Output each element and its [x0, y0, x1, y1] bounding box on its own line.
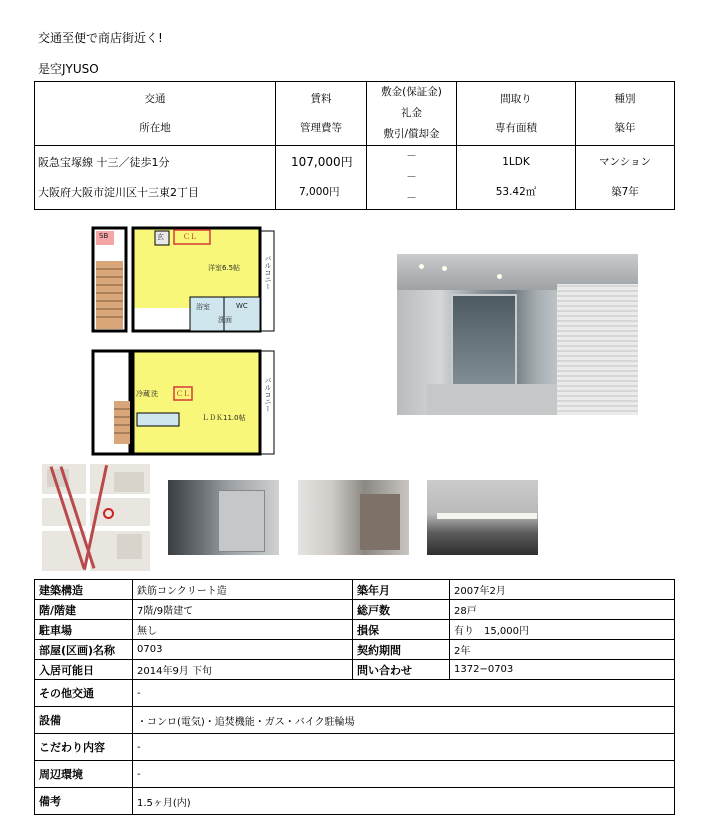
value-rent: 107,000円: [291, 155, 353, 169]
plan-upper-closet-label: ＣＬ: [183, 233, 197, 241]
facilities-label: 設備: [35, 707, 133, 734]
detail-row: [35, 761, 675, 788]
plan-ldk-label: ＬＤＫ11.0帖: [202, 414, 246, 422]
value-deduction: －: [406, 192, 417, 204]
hallway-photo-1: [168, 480, 279, 555]
value-mgmt-fee: 7,000円: [299, 186, 340, 198]
floor-plan-drawing: [90, 225, 280, 460]
detail-key: 損保: [353, 620, 450, 640]
plan-lower-closet-label: ＣＬ: [176, 390, 190, 398]
value-layout-area: [457, 146, 576, 210]
detail-key: 契約期間: [353, 640, 450, 660]
detail-value: 0703: [133, 640, 353, 660]
value-age: 築7年: [611, 186, 639, 198]
detail-key: 問い合わせ: [353, 660, 450, 680]
header-mgmt-fee: 管理費等: [300, 121, 342, 134]
header-deduction: 敷引/償却金: [383, 128, 440, 140]
value-access-address: [35, 146, 276, 210]
value-type-age: [576, 146, 675, 210]
detail-key: 駐車場: [35, 620, 133, 640]
building-name: 是空JYUSO: [38, 62, 99, 76]
detail-value: 無し: [133, 620, 353, 640]
value-rent-fee: [276, 146, 367, 210]
hallway-photo-3: [427, 480, 538, 555]
header-type: 種別: [614, 92, 636, 105]
plan-upper-balcony-label: バルコニー: [264, 255, 272, 290]
detail-key: 建築構造: [35, 580, 133, 600]
entrance-photo: [397, 254, 638, 415]
floor-plan: [90, 225, 280, 460]
plan-sink-label: 洗: [151, 390, 158, 398]
area-map: [42, 464, 150, 571]
plan-fridge-label: 冷蔵: [136, 390, 150, 398]
detail-value: 2014年9月 下旬: [133, 660, 353, 680]
value-key-money: －: [406, 171, 417, 183]
plan-bath-label: 浴室: [196, 303, 210, 311]
value-layout: 1LDK: [502, 156, 530, 168]
detail-value: 7階/9階建て: [133, 600, 353, 620]
header-rent-fee: [276, 82, 367, 146]
plan-room-label: 洋室6.5帖: [208, 264, 241, 272]
header-deposit: 敷金(保証金): [381, 86, 442, 98]
plan-sb-label: SB: [99, 232, 109, 240]
detail-key: 部屋(区画)名称: [35, 640, 133, 660]
detail-row: [35, 640, 675, 660]
header-deposit-group: [367, 82, 457, 146]
detail-row: [35, 788, 675, 815]
value-type: マンション: [598, 156, 652, 168]
plan-genkan-label: 玄: [157, 233, 164, 241]
remarks-label: 備考: [35, 788, 133, 815]
detail-row: [35, 660, 675, 680]
detail-row: [35, 734, 675, 761]
header-key-money: 礼金: [401, 107, 422, 119]
features-value: -: [133, 734, 675, 761]
location-pin-icon: [103, 508, 114, 519]
details-table: [34, 579, 675, 815]
other-access-value: -: [133, 680, 675, 707]
features-label: こだわり内容: [35, 734, 133, 761]
value-access: 阪急宝塚線 十三／徒歩1分: [38, 156, 170, 169]
remarks-value: 1.5ヶ月(内): [133, 788, 675, 815]
value-area: 53.42㎡: [495, 186, 537, 198]
header-rent: 賃料: [310, 92, 332, 105]
detail-key: 築年月: [353, 580, 450, 600]
facilities-value: ・コンロ(電気)・追焚機能・ガス・バイク駐輪場: [133, 707, 675, 734]
header-age: 築年: [614, 121, 636, 134]
header-layout-area: [457, 82, 576, 146]
value-address: 大阪府大阪市淀川区十三東2丁目: [38, 186, 199, 199]
listing-headline: 交通至便で商店街近く!: [38, 31, 163, 45]
detail-row: [35, 620, 675, 640]
summary-table: [34, 81, 675, 210]
hallway-photo-2: [298, 480, 409, 555]
detail-row: [35, 580, 675, 600]
plan-lower-balcony-label: バルコニー: [264, 377, 272, 412]
header-type-age: [576, 82, 675, 146]
surroundings-label: 周辺環境: [35, 761, 133, 788]
other-access-label: その他交通: [35, 680, 133, 707]
detail-value: 2007年2月: [450, 580, 675, 600]
detail-value: 28戸: [450, 600, 675, 620]
detail-value: 鉄筋コンクリート造: [133, 580, 353, 600]
detail-value: 2年: [450, 640, 675, 660]
plan-wash-label: 洗面: [218, 316, 232, 324]
surroundings-value: -: [133, 761, 675, 788]
detail-key: 総戸数: [353, 600, 450, 620]
detail-row: [35, 600, 675, 620]
header-layout: 間取り: [500, 92, 532, 105]
header-area: 専有面積: [495, 121, 537, 134]
detail-value: 1372−0703: [450, 660, 675, 680]
detail-row: [35, 680, 675, 707]
header-address: 所在地: [139, 121, 171, 134]
header-access: 交通: [144, 92, 166, 105]
value-deposit: －: [406, 150, 417, 162]
detail-row: [35, 707, 675, 734]
value-deposit-group: [367, 146, 457, 210]
detail-value: 有り 15,000円: [450, 620, 675, 640]
detail-key: 入居可能日: [35, 660, 133, 680]
detail-key: 階/階建: [35, 600, 133, 620]
header-access-address: [35, 82, 276, 146]
plan-wc-label: WC: [236, 302, 248, 310]
